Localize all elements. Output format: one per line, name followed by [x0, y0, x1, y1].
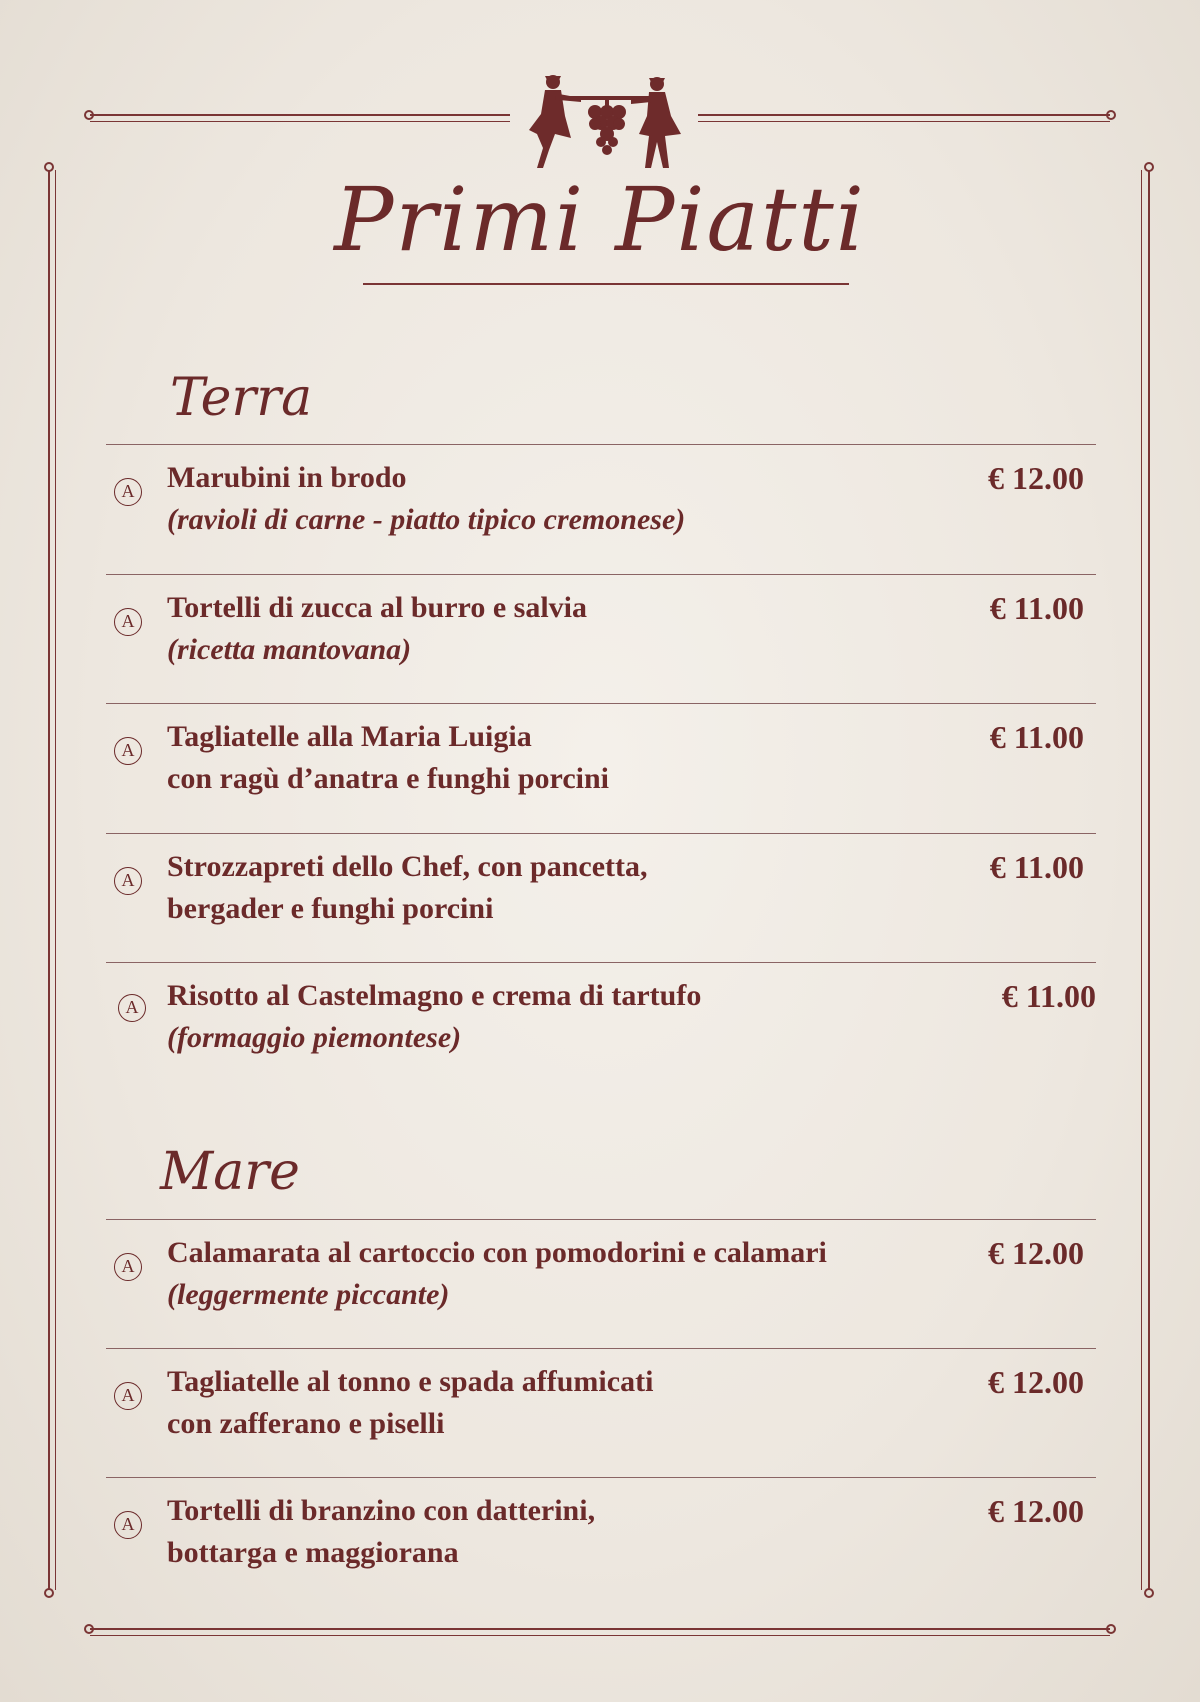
dish-name: Calamarata al cartoccio con pomodorini e calamari [167, 1236, 827, 1269]
dish-description: (formaggio piemontese) [167, 1021, 462, 1054]
divider [106, 1219, 1096, 1220]
dish-description: (ricetta mantovana) [167, 633, 412, 666]
divider [106, 962, 1096, 963]
divider [106, 833, 1096, 834]
page-title: Primi Piatti [334, 168, 866, 271]
frame-bottom-line [90, 1628, 1110, 1630]
dish-price: € 11.00 [1001, 978, 1096, 1014]
menu-item [106, 837, 1096, 937]
dish-name: Tortelli di zucca al burro e salvia [167, 591, 587, 624]
frame-left-line-thin [55, 170, 56, 1590]
dish-name: Marubini in brodo [167, 461, 407, 494]
menu-item [106, 1223, 1096, 1323]
frame-right-line [1148, 170, 1150, 1590]
dish-price: € 12.00 [988, 1493, 1084, 1529]
dish-description: bergader e funghi porcini [167, 892, 494, 925]
allergen-badge: A [114, 1382, 142, 1410]
menu-item [106, 448, 1096, 548]
menu-item [106, 966, 1096, 1066]
dish-description: (ravioli di carne - piatto tipico cremonese) [167, 503, 686, 536]
dish-name: Strozzapreti dello Chef, con pancetta, [167, 850, 648, 883]
dish-name: Tagliatelle al tonno e spada affumicati [167, 1365, 654, 1398]
frame-top-line-left [90, 114, 510, 116]
frame-top-line-right-thin [698, 121, 1110, 122]
divider [106, 1348, 1096, 1349]
dish-description: con ragù d’anatra e funghi porcini [167, 762, 609, 795]
allergen-badge: A [114, 737, 142, 765]
dish-description: bottarga e maggiorana [167, 1536, 459, 1569]
allergen-badge: A [114, 867, 142, 895]
divider [106, 1477, 1096, 1478]
menu-item [106, 707, 1096, 807]
frame-curl-lb [44, 1588, 54, 1598]
dish-price: € 11.00 [989, 849, 1084, 885]
dish-description: (leggermente piccante) [167, 1278, 450, 1311]
dish-price: € 12.00 [988, 1235, 1084, 1271]
frame-curl-tl [84, 110, 94, 120]
menu-item [106, 578, 1096, 678]
frame-curl-br [1106, 1624, 1116, 1634]
frame-curl-bl [84, 1624, 94, 1634]
allergen-badge: A [118, 994, 146, 1022]
frame-left-line [48, 170, 50, 1590]
section-title-mare: Mare [160, 1142, 300, 1202]
section-title-terra: Terra [170, 368, 313, 428]
divider [106, 703, 1096, 704]
title-underline [363, 283, 849, 285]
divider [106, 574, 1096, 575]
dish-price: € 11.00 [989, 719, 1084, 755]
frame-right-line-thin [1141, 170, 1142, 1590]
frame-bottom-line-thin [90, 1635, 1110, 1636]
grape-harvesters-icon [515, 72, 695, 172]
dish-name: Tagliatelle alla Maria Luigia [167, 720, 532, 753]
frame-top-line-left-thin [90, 121, 510, 122]
frame-curl-rb [1144, 1588, 1154, 1598]
dish-name: Tortelli di branzino con datterini, [167, 1494, 596, 1527]
dish-price: € 11.00 [989, 590, 1084, 626]
menu-item [106, 1352, 1096, 1452]
dish-price: € 12.00 [988, 460, 1084, 496]
allergen-badge: A [114, 478, 142, 506]
frame-curl-tr [1106, 110, 1116, 120]
dish-name: Risotto al Castelmagno e crema di tartufo [167, 979, 702, 1012]
frame-top-line-right [698, 114, 1110, 116]
allergen-badge: A [114, 1253, 142, 1281]
allergen-badge: A [114, 1511, 142, 1539]
menu-item [106, 1481, 1096, 1581]
divider [106, 444, 1096, 445]
dish-price: € 12.00 [988, 1364, 1084, 1400]
allergen-badge: A [114, 608, 142, 636]
dish-description: con zafferano e piselli [167, 1407, 445, 1440]
